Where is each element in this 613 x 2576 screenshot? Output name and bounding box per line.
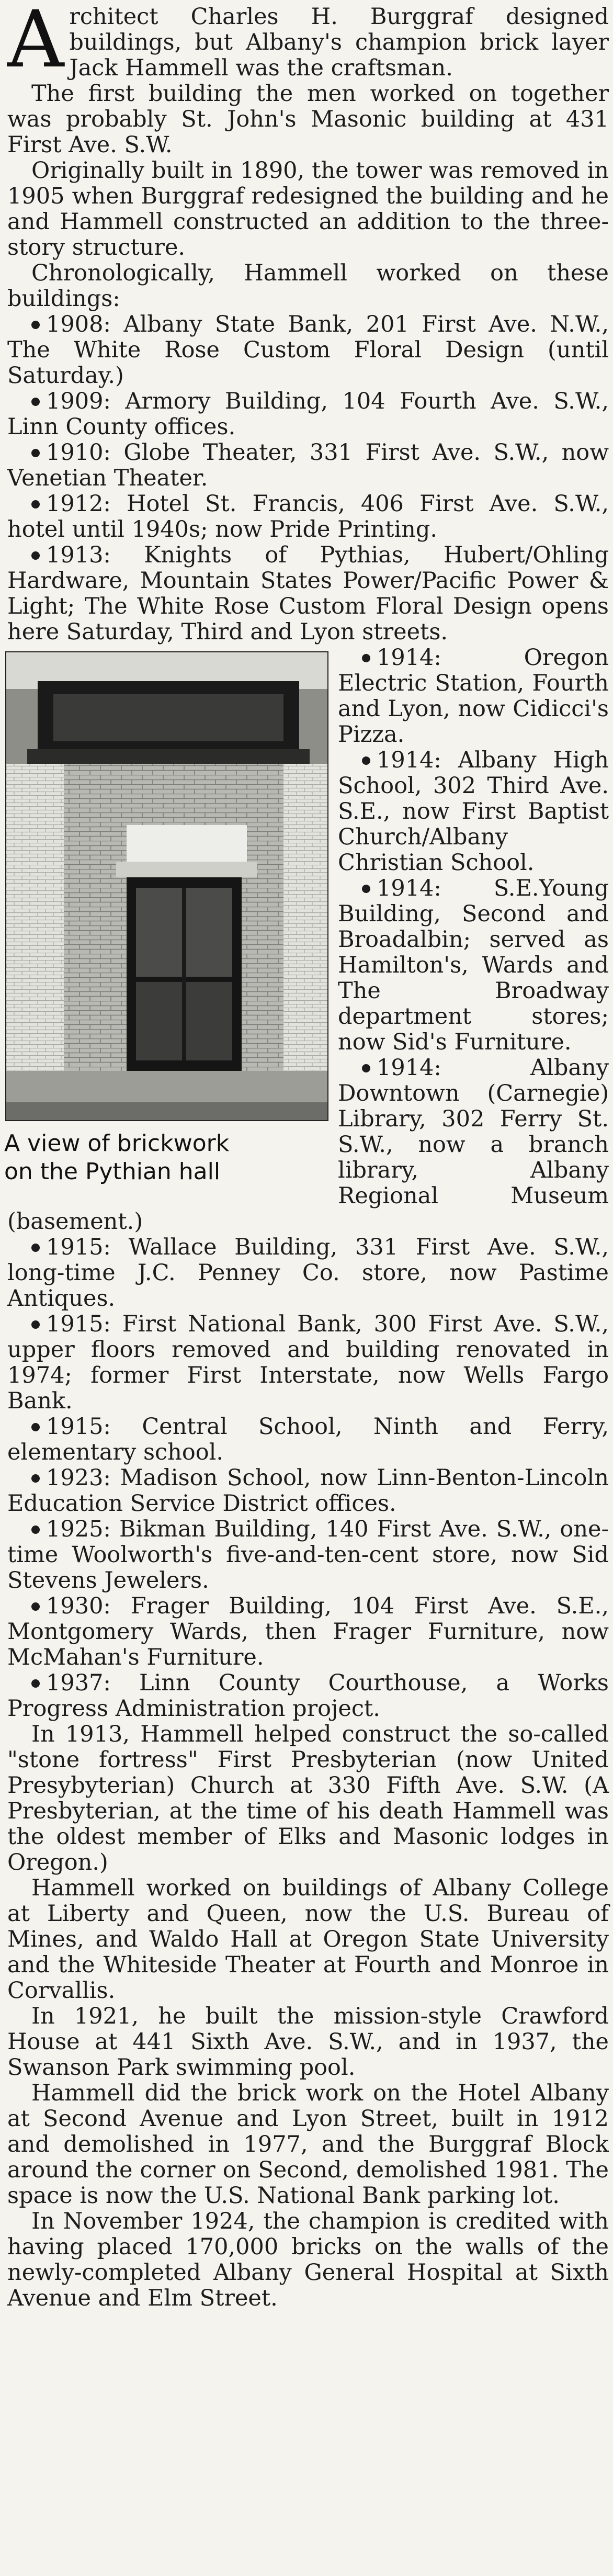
list-item: [7, 1414, 609, 1465]
list-item: [7, 1517, 609, 1594]
list-item: [7, 491, 609, 543]
paragraph-presbyterian: In 1913, Hammell helped construct the so-called "stone fortress" First Presbyterian (now United Presybyterian) Church at 330 Fifth Ave. S.W. (A Presbyterian, at the time of his death Hammell was the oldest member of Elks and Masonic lodges in Oregon.): [7, 1721, 609, 1875]
bullet-icon: [31, 1526, 40, 1534]
paragraph-intro: [7, 0, 609, 85]
list-item-text: 1915: Wallace Building, 331 First Ave. S.W., long-time J.C. Penney Co. store, now Pastime Antiques.: [7, 1234, 609, 1312]
bullet-icon: [362, 885, 370, 893]
list-item-text: 1914: Albany Downtown (Carnegie) Library, 302 Ferry St. S.W., now a branch library, Albany Regional Museum (basement.): [7, 1055, 609, 1235]
list-item-text: 1937: Linn County Courthouse, a Works Progress Administration project.: [7, 1670, 609, 1722]
intro-text: rchitect Charles H. Burggraf designed buildings, but Albany's champion brick layer Jack Hammell was the craftsman.: [69, 4, 609, 81]
paragraph-tower: Originally built in 1890, the tower was removed in 1905 when Burggraf redesigned the building and he and Hammell constructed an addition to the three-story structure.: [7, 157, 609, 261]
paragraph-crawford-house: In 1921, he built the mission-style Crawford House at 441 Sixth Ave. S.W., and in 1937, the Swanson Park swimming pool.: [7, 2003, 609, 2081]
paragraph-albany-college: Hammell worked on buildings of Albany College at Liberty and Queen, now the U.S. Bureau of Mines, and Waldo Hall at Oregon State University and the Whiteside Theater at Fourth and Monroe in Corvallis.: [7, 1875, 609, 2004]
bullet-icon: [362, 654, 370, 662]
list-item: [7, 1670, 609, 1722]
caption-line: on the Pythian hall: [4, 1158, 221, 1185]
list-item: [7, 1594, 609, 1670]
list-item: [7, 1465, 609, 1517]
pythian-hall-brickwork-photo: [5, 651, 328, 1121]
list-item: [7, 1312, 609, 1414]
list-item-text: 1912: Hotel St. Francis, 406 First Ave. S.W., hotel until 1940s; now Pride Printing.: [7, 491, 609, 543]
bullet-icon: [31, 1320, 40, 1329]
list-item-text: 1915: Central School, Ninth and Ferry, elementary school.: [7, 1414, 609, 1465]
list-item: [7, 389, 609, 440]
bullet-icon: [31, 500, 40, 509]
bullet-icon: [31, 398, 40, 406]
list-item: [7, 1235, 609, 1312]
bullet-icon: [362, 756, 370, 765]
bullet-icon: [362, 1064, 370, 1072]
drop-cap: A: [7, 0, 64, 85]
photo-figure: [0, 651, 328, 1186]
list-item-text: 1923: Madison School, now Linn-Benton-Lincoln Education Service District offices.: [7, 1465, 609, 1517]
paragraph-first-building: The first building the men worked on together was probably St. John's Masonic building at 431 First Ave. S.W.: [7, 81, 609, 158]
photo-caption: [4, 1129, 328, 1186]
list-item-text: 1908: Albany State Bank, 201 First Ave. N.W., The White Rose Custom Floral Design (until Saturday.): [7, 311, 609, 389]
bullet-icon: [31, 1679, 40, 1688]
caption-line: A view of brickwork: [4, 1130, 230, 1157]
list-item-text: 1913: Knights of Pythias, Hubert/Ohling Hardware, Mountain States Power/Pacific Power & Light; The White Rose Custom Floral Design opens here Saturday, Third and Lyon streets.: [7, 542, 609, 645]
list-item: [7, 543, 609, 645]
paragraph-hotel-albany: Hammell did the brick work on the Hotel Albany at Second Avenue and Lyon Street, built in 1912 and demolished in 1977, and the Burggraf Block around the corner on Second, demolished 1981. The space is now the U.S. National Bank parking lot.: [7, 2080, 609, 2209]
list-item-text: 1925: Bikman Building, 140 First Ave. S.W., one-time Woolworth's five-and-ten-cent store, now Sid Stevens Jewelers.: [7, 1516, 609, 1594]
list-item-text: 1915: First National Bank, 300 First Ave. S.W., upper floors removed and building renovated in 1974; former First Interstate, now Wells Fargo Bank.: [7, 1311, 609, 1414]
bullet-icon: [31, 1423, 40, 1431]
bullet-icon: [31, 1602, 40, 1611]
bullet-icon: [31, 1244, 40, 1252]
list-item-text: 1914: Albany High School, 302 Third Ave. S.E., now First Baptist Church/Albany Christian School.: [338, 747, 609, 876]
list-item-text: 1909: Armory Building, 104 Fourth Ave. S.W., Linn County offices.: [7, 388, 609, 440]
list-item: [7, 312, 609, 389]
bullet-icon: [31, 1474, 40, 1483]
list-item-text: 1910: Globe Theater, 331 First Ave. S.W., now Venetian Theater.: [7, 439, 609, 491]
list-item: [7, 440, 609, 491]
list-item-text: 1914: Oregon Electric Station, Fourth and Lyon, now Cidicci's Pizza.: [338, 645, 609, 748]
bullet-icon: [31, 321, 40, 329]
paragraph-chronology: Chronologically, Hammell worked on these buildings:: [7, 260, 609, 312]
list-item-text: 1930: Frager Building, 104 First Ave. S.E., Montgomery Wards, then Frager Furniture, now McMahan's Furniture.: [7, 1593, 609, 1670]
paragraph-hospital: In November 1924, the champion is credited with having placed 170,000 bricks on the walls of the newly-completed Albany General Hospital at Sixth Avenue and Elm Street.: [7, 2208, 609, 2311]
bullet-icon: [31, 551, 40, 560]
list-item-text: 1914: S.E.Young Building, Second and Broadalbin; served as Hamilton's, Wards and The Broadway department stores; now Sid's Furniture.: [338, 875, 609, 1055]
bullet-icon: [31, 449, 40, 457]
article-column: [4, 0, 609, 2311]
